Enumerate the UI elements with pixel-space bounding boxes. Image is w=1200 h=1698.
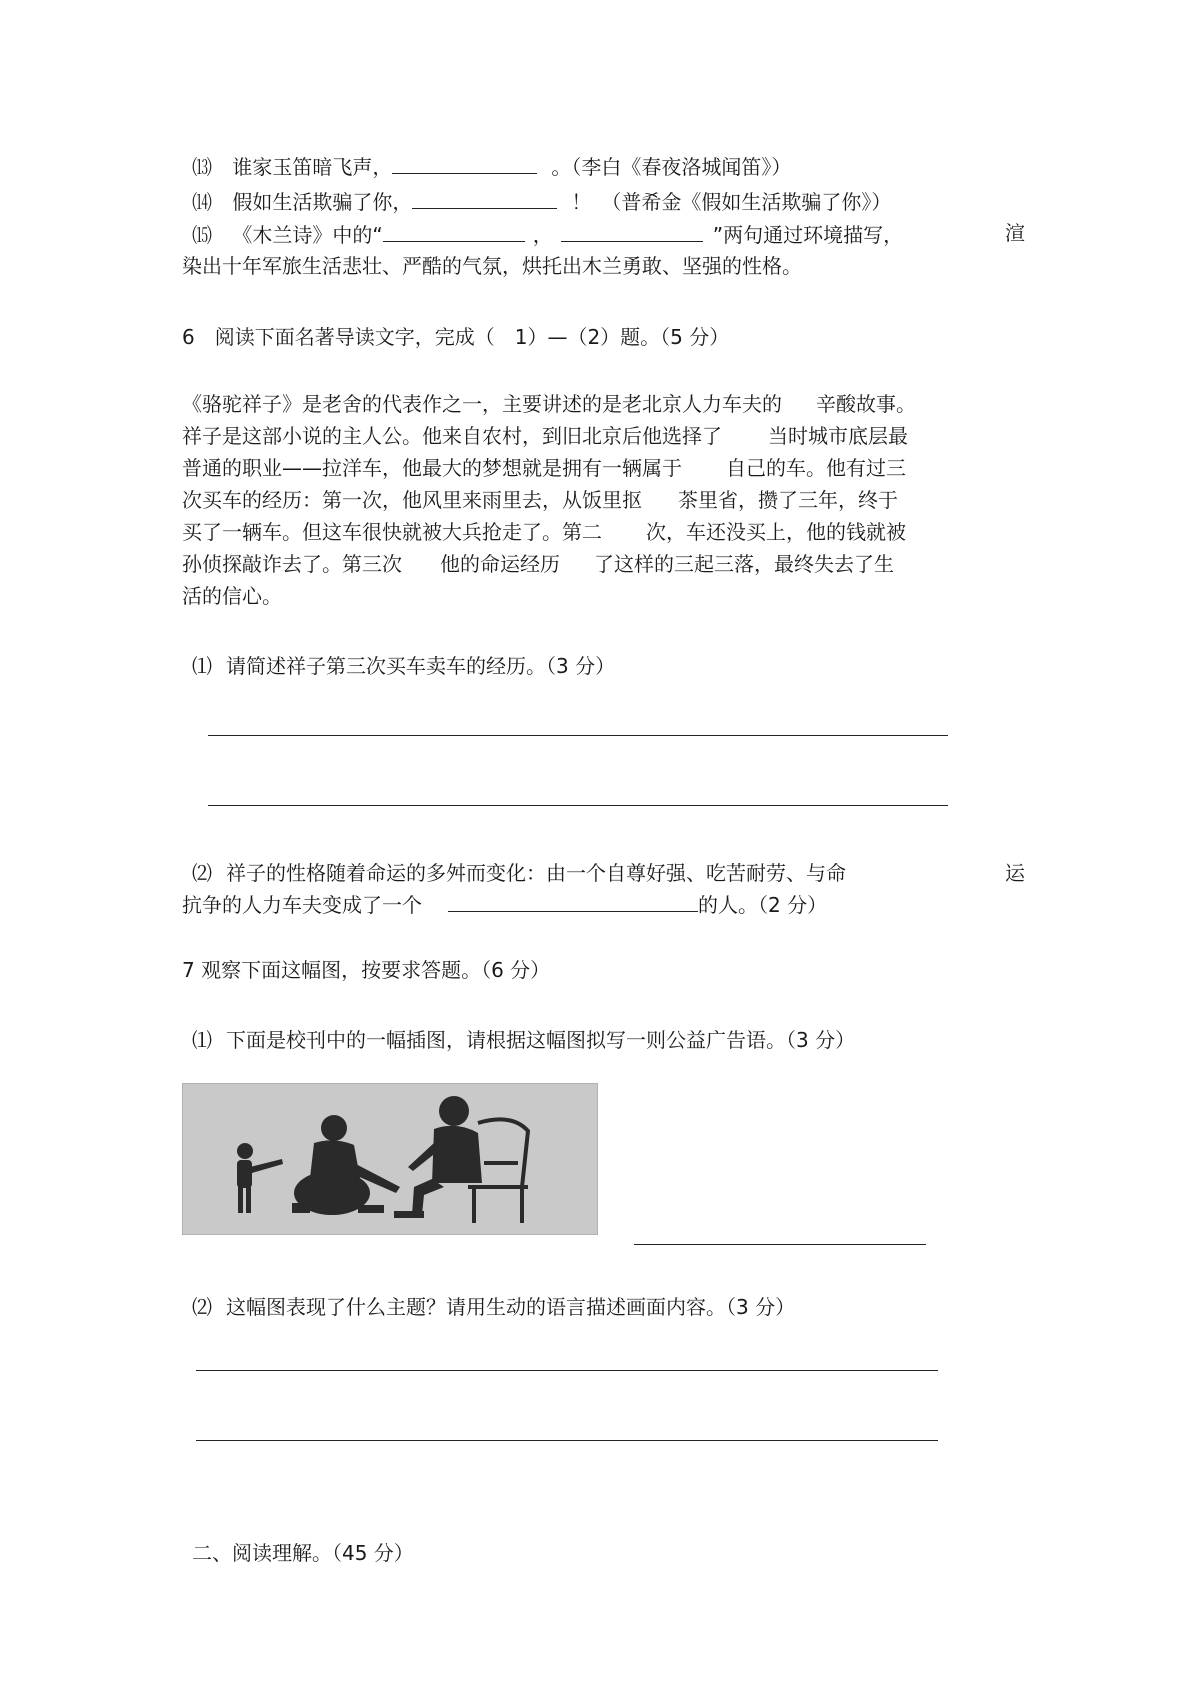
q5-comma: ， (532, 223, 553, 247)
q6-sub2-blank[interactable] (448, 899, 698, 912)
q6-passage-line-6 (182, 552, 894, 576)
q6-sub1-text: 请简述祥子第三次买车卖车的经历。（3 分） (226, 654, 616, 678)
q6-heading: 6 阅读下面名著导读文字，完成（ 1）—（2）题。（5 分） (182, 325, 730, 349)
q6-passage-line-4 (182, 488, 898, 512)
q7-sub2 (192, 1295, 795, 1319)
q6-sub2-marker: ⑵ (192, 861, 212, 885)
q4-marker: ⒁ (192, 190, 212, 214)
q7-sub1-text: 下面是校刊中的一幅插图，请根据这幅图拟写一则公益广告语。（3 分） (226, 1028, 856, 1052)
q6-sub1 (192, 654, 615, 678)
q5-text: 《木兰诗》中的“ (232, 223, 383, 247)
passage-text: 了这样的三起三落，最终失去了生 (594, 552, 894, 576)
q6-sub1-answer-line-1[interactable] (208, 735, 948, 736)
q4-blank[interactable] (412, 188, 557, 209)
q6-sub2-text-b: 的人。（2 分） (698, 893, 828, 917)
q3-marker: ⒀ (192, 155, 212, 179)
q6-passage-line-1 (182, 392, 916, 416)
q7-heading: 7 观察下面这幅图，按要求答题。（6 分） (182, 958, 551, 982)
q7-sub1-answer-line[interactable] (634, 1244, 926, 1245)
q6-passage-line-3 (182, 456, 906, 480)
q6-passage-line-5 (182, 520, 906, 544)
q4-text: 假如生活欺骗了你， (232, 190, 413, 214)
q3-text: 谁家玉笛暗飞声， (232, 155, 393, 179)
fill-in-q5 (192, 221, 903, 247)
q6-sub1-marker: ⑴ (192, 654, 212, 678)
q5-line-end: 渲 (1005, 221, 1025, 245)
q5-line-2: 染出十年军旅生活悲壮、严酷的气氛，烘托出木兰勇敢、坚强的性格。 (182, 254, 802, 278)
q6-sub1-answer-line-2[interactable] (208, 805, 948, 806)
q7-sub1-marker: ⑴ (192, 1028, 212, 1052)
q6-sub2 (192, 861, 846, 885)
q5-blank-1[interactable] (383, 221, 525, 242)
illustration-figures (182, 1083, 598, 1235)
q6-sub2-line-2 (182, 893, 827, 917)
q5-after: ”两句通过环境描写， (712, 223, 904, 247)
q7-sub2-answer-line-1[interactable] (196, 1370, 938, 1371)
q7-sub2-marker: ⑵ (192, 1295, 212, 1319)
q6-passage-line-2 (182, 424, 908, 448)
q7-sub2-text: 这幅图表现了什么主题？请用生动的语言描述画面内容。（3 分） (226, 1295, 796, 1319)
q7-sub1 (192, 1028, 855, 1052)
passage-text: 买了一辆车。但这车很快就被大兵抢走了。第二 (182, 520, 602, 544)
passage-text: 他的命运经历 (440, 552, 560, 576)
q7-sub2-answer-line-2[interactable] (196, 1440, 938, 1441)
q6-passage-line-7 (182, 584, 282, 608)
passage-text: 普通的职业——拉洋车，他最大的梦想就是拥有一辆属于 (182, 456, 682, 480)
section-2-heading: 二、阅读理解。（45 分） (192, 1541, 414, 1565)
passage-text: 《骆驼祥子》是老舍的代表作之一，主要讲述的是老北京人力车夫的 (182, 392, 782, 416)
q6-sub2-text: 祥子的性格随着命运的多舛而变化：由一个自尊好强、吃苦耐劳、与命 (226, 861, 846, 885)
passage-text: 活的信心。 (182, 584, 282, 608)
passage-text: 辛酸故事。 (816, 392, 916, 416)
q6-sub2-line-end: 运 (1005, 861, 1025, 885)
passage-text: 当时城市底层最 (768, 424, 908, 448)
passage-text: 自己的车。他有过三 (726, 456, 906, 480)
fill-in-q4 (192, 188, 891, 214)
q5-marker: ⒂ (192, 223, 212, 247)
passage-text: 次买车的经历：第一次，他风里来雨里去，从饭里抠 (182, 488, 642, 512)
fill-in-q3 (192, 153, 791, 179)
passage-text: 孙侦探敲诈去了。第三次 (182, 552, 402, 576)
q5-blank-2[interactable] (561, 221, 703, 242)
q6-sub2-text-a: 抗争的人力车夫变成了一个 (182, 893, 422, 917)
q3-blank[interactable] (392, 153, 537, 174)
q3-tail: 。（李白《春夜洛城闻笛》） (551, 155, 792, 179)
passage-text: 祥子是这部小说的主人公。他来自农村，到旧北京后他选择了 (182, 424, 722, 448)
q4-tail: ！ （普希金《假如生活欺骗了你》） (571, 190, 892, 214)
passage-text: 次，车还没买上，他的钱就被 (646, 520, 906, 544)
passage-text: 茶里省，攒了三年，终于 (678, 488, 898, 512)
